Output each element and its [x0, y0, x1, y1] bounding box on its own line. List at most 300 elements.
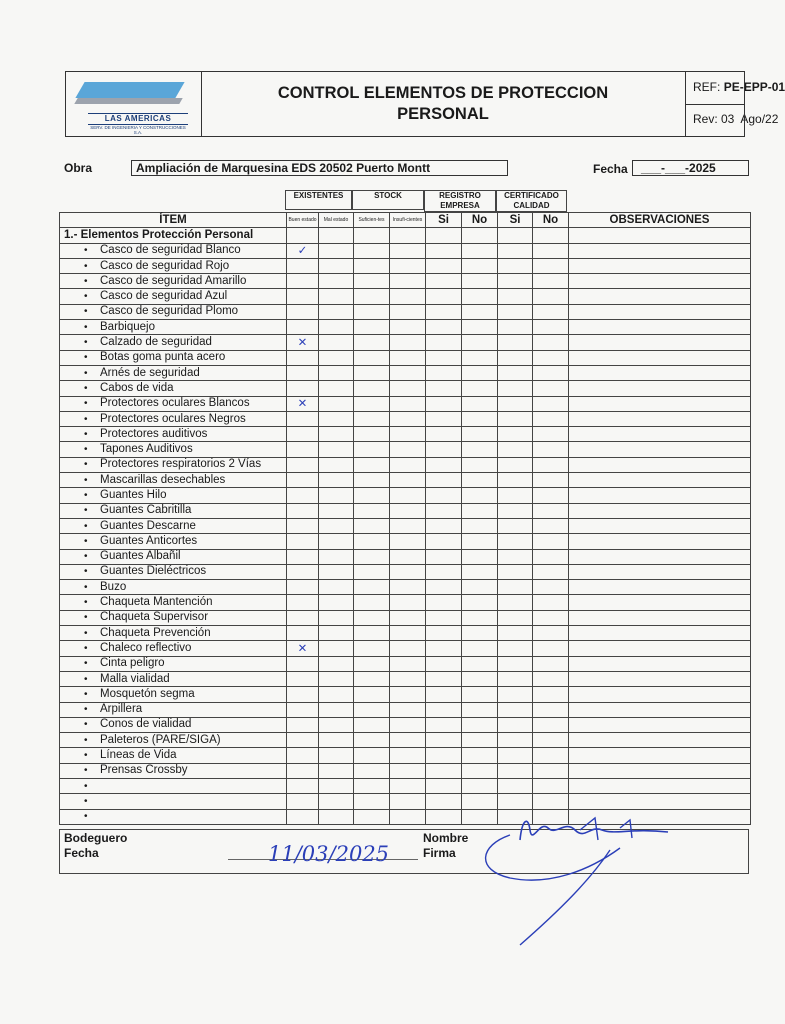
check-cell[interactable]	[426, 717, 462, 732]
check-cell[interactable]	[319, 274, 354, 289]
check-cell[interactable]	[533, 411, 569, 426]
check-cell[interactable]	[390, 503, 426, 518]
check-cell[interactable]	[533, 748, 569, 763]
observaciones-cell[interactable]	[569, 396, 751, 411]
check-cell[interactable]	[390, 304, 426, 319]
check-cell[interactable]	[390, 411, 426, 426]
check-cell[interactable]	[354, 610, 390, 625]
check-cell[interactable]	[498, 549, 533, 564]
check-cell[interactable]	[426, 564, 462, 579]
check-cell[interactable]	[498, 473, 533, 488]
check-cell[interactable]	[498, 641, 533, 656]
buen-estado-cell[interactable]	[287, 595, 319, 610]
buen-estado-cell[interactable]	[287, 274, 319, 289]
observaciones-cell[interactable]	[569, 534, 751, 549]
check-cell[interactable]	[462, 442, 498, 457]
check-cell[interactable]	[498, 564, 533, 579]
check-cell[interactable]	[533, 733, 569, 748]
check-cell[interactable]	[462, 595, 498, 610]
check-cell[interactable]	[390, 656, 426, 671]
check-cell[interactable]	[354, 763, 390, 778]
check-cell[interactable]	[426, 320, 462, 335]
check-cell[interactable]	[354, 274, 390, 289]
check-cell[interactable]	[533, 289, 569, 304]
check-cell[interactable]	[426, 702, 462, 717]
check-cell[interactable]	[462, 626, 498, 641]
check-cell[interactable]	[498, 258, 533, 273]
check-cell[interactable]	[390, 320, 426, 335]
check-cell[interactable]	[319, 320, 354, 335]
check-cell[interactable]	[533, 488, 569, 503]
check-cell[interactable]	[354, 243, 390, 258]
observaciones-cell[interactable]	[569, 748, 751, 763]
check-cell[interactable]	[354, 717, 390, 732]
check-cell[interactable]	[319, 350, 354, 365]
check-cell[interactable]	[498, 365, 533, 380]
buen-estado-cell[interactable]	[287, 442, 319, 457]
observaciones-cell[interactable]	[569, 717, 751, 732]
check-cell[interactable]	[462, 335, 498, 350]
check-cell[interactable]	[498, 427, 533, 442]
check-cell[interactable]	[462, 503, 498, 518]
check-cell[interactable]	[390, 488, 426, 503]
check-cell[interactable]	[426, 534, 462, 549]
check-cell[interactable]	[354, 687, 390, 702]
check-cell[interactable]	[354, 335, 390, 350]
check-cell[interactable]	[498, 503, 533, 518]
check-cell[interactable]	[533, 320, 569, 335]
check-cell[interactable]	[533, 778, 569, 793]
check-cell[interactable]	[426, 274, 462, 289]
check-cell[interactable]	[354, 258, 390, 273]
check-cell[interactable]	[498, 626, 533, 641]
observaciones-cell[interactable]	[569, 549, 751, 564]
check-cell[interactable]	[426, 503, 462, 518]
check-cell[interactable]	[533, 580, 569, 595]
check-cell[interactable]	[390, 717, 426, 732]
check-cell[interactable]	[533, 365, 569, 380]
check-cell[interactable]	[426, 763, 462, 778]
check-cell[interactable]	[498, 350, 533, 365]
check-cell[interactable]	[462, 763, 498, 778]
check-cell[interactable]	[354, 549, 390, 564]
check-cell[interactable]	[462, 518, 498, 533]
check-cell[interactable]	[354, 748, 390, 763]
check-cell[interactable]	[498, 411, 533, 426]
check-cell[interactable]	[390, 687, 426, 702]
check-cell[interactable]	[533, 503, 569, 518]
check-cell[interactable]	[390, 274, 426, 289]
check-cell[interactable]	[319, 258, 354, 273]
observaciones-cell[interactable]	[569, 258, 751, 273]
buen-estado-cell[interactable]	[287, 411, 319, 426]
check-cell[interactable]	[498, 274, 533, 289]
buen-estado-cell[interactable]	[287, 717, 319, 732]
check-cell[interactable]	[319, 763, 354, 778]
check-cell[interactable]	[426, 243, 462, 258]
check-cell[interactable]	[354, 396, 390, 411]
check-cell[interactable]	[426, 687, 462, 702]
buen-estado-cell[interactable]	[287, 457, 319, 472]
buen-estado-cell[interactable]	[287, 427, 319, 442]
observaciones-cell[interactable]	[569, 626, 751, 641]
observaciones-cell[interactable]	[569, 503, 751, 518]
observaciones-cell[interactable]	[569, 564, 751, 579]
check-cell[interactable]	[533, 687, 569, 702]
check-cell[interactable]	[462, 549, 498, 564]
observaciones-cell[interactable]	[569, 763, 751, 778]
check-cell[interactable]	[498, 656, 533, 671]
check-cell[interactable]	[462, 778, 498, 793]
check-cell[interactable]	[354, 304, 390, 319]
check-cell[interactable]	[462, 671, 498, 686]
check-cell[interactable]	[498, 580, 533, 595]
check-cell[interactable]	[533, 564, 569, 579]
check-cell[interactable]	[390, 763, 426, 778]
check-cell[interactable]	[319, 396, 354, 411]
check-cell[interactable]	[354, 671, 390, 686]
check-cell[interactable]	[498, 595, 533, 610]
buen-estado-cell[interactable]	[287, 258, 319, 273]
buen-estado-cell[interactable]	[287, 381, 319, 396]
buen-estado-cell[interactable]: ✓	[287, 243, 319, 258]
check-cell[interactable]	[426, 289, 462, 304]
check-cell[interactable]	[426, 304, 462, 319]
check-cell[interactable]	[498, 687, 533, 702]
buen-estado-cell[interactable]	[287, 534, 319, 549]
check-cell[interactable]	[498, 671, 533, 686]
check-cell[interactable]	[462, 687, 498, 702]
check-cell[interactable]	[319, 580, 354, 595]
check-cell[interactable]	[354, 289, 390, 304]
check-cell[interactable]	[533, 610, 569, 625]
check-cell[interactable]	[462, 473, 498, 488]
check-cell[interactable]	[462, 656, 498, 671]
buen-estado-cell[interactable]	[287, 518, 319, 533]
buen-estado-cell[interactable]	[287, 289, 319, 304]
check-cell[interactable]	[319, 717, 354, 732]
check-cell[interactable]	[390, 473, 426, 488]
check-cell[interactable]	[319, 365, 354, 380]
check-cell[interactable]	[354, 411, 390, 426]
check-cell[interactable]	[390, 809, 426, 824]
check-cell[interactable]	[498, 518, 533, 533]
check-cell[interactable]	[426, 794, 462, 809]
check-cell[interactable]	[426, 778, 462, 793]
observaciones-cell[interactable]	[569, 335, 751, 350]
check-cell[interactable]	[354, 702, 390, 717]
check-cell[interactable]	[498, 381, 533, 396]
check-cell[interactable]	[533, 274, 569, 289]
check-cell[interactable]	[462, 289, 498, 304]
check-cell[interactable]	[426, 733, 462, 748]
fecha-field[interactable]: ___-___-2025	[632, 160, 749, 176]
check-cell[interactable]	[533, 702, 569, 717]
check-cell[interactable]	[390, 610, 426, 625]
check-cell[interactable]	[426, 809, 462, 824]
observaciones-cell[interactable]	[569, 350, 751, 365]
check-cell[interactable]	[462, 534, 498, 549]
check-cell[interactable]	[498, 702, 533, 717]
check-cell[interactable]	[354, 809, 390, 824]
check-cell[interactable]	[319, 702, 354, 717]
check-cell[interactable]	[426, 748, 462, 763]
check-cell[interactable]	[462, 350, 498, 365]
check-cell[interactable]	[533, 717, 569, 732]
check-cell[interactable]	[390, 733, 426, 748]
check-cell[interactable]	[426, 626, 462, 641]
check-cell[interactable]	[426, 396, 462, 411]
check-cell[interactable]	[462, 564, 498, 579]
buen-estado-cell[interactable]	[287, 626, 319, 641]
check-cell[interactable]	[390, 442, 426, 457]
check-cell[interactable]	[390, 518, 426, 533]
check-cell[interactable]	[533, 304, 569, 319]
check-cell[interactable]	[390, 748, 426, 763]
check-cell[interactable]	[390, 626, 426, 641]
observaciones-cell[interactable]	[569, 411, 751, 426]
observaciones-cell[interactable]	[569, 595, 751, 610]
buen-estado-cell[interactable]	[287, 350, 319, 365]
check-cell[interactable]	[390, 595, 426, 610]
check-cell[interactable]	[498, 442, 533, 457]
check-cell[interactable]	[354, 656, 390, 671]
check-cell[interactable]	[354, 641, 390, 656]
check-cell[interactable]	[533, 763, 569, 778]
obra-field[interactable]: Ampliación de Marquesina EDS 20502 Puerto Montt	[131, 160, 508, 176]
check-cell[interactable]	[319, 411, 354, 426]
check-cell[interactable]	[319, 304, 354, 319]
check-cell[interactable]	[498, 396, 533, 411]
check-cell[interactable]	[319, 641, 354, 656]
check-cell[interactable]	[533, 518, 569, 533]
check-cell[interactable]	[426, 473, 462, 488]
check-cell[interactable]	[319, 503, 354, 518]
check-cell[interactable]	[319, 626, 354, 641]
check-cell[interactable]	[426, 580, 462, 595]
check-cell[interactable]	[533, 396, 569, 411]
check-cell[interactable]	[462, 396, 498, 411]
check-cell[interactable]	[354, 442, 390, 457]
buen-estado-cell[interactable]	[287, 473, 319, 488]
check-cell[interactable]	[354, 580, 390, 595]
check-cell[interactable]	[319, 549, 354, 564]
check-cell[interactable]	[498, 534, 533, 549]
check-cell[interactable]	[319, 518, 354, 533]
check-cell[interactable]	[390, 365, 426, 380]
check-cell[interactable]	[462, 702, 498, 717]
check-cell[interactable]	[319, 595, 354, 610]
check-cell[interactable]	[533, 427, 569, 442]
check-cell[interactable]	[390, 381, 426, 396]
observaciones-cell[interactable]	[569, 320, 751, 335]
check-cell[interactable]	[354, 778, 390, 793]
check-cell[interactable]	[426, 381, 462, 396]
check-cell[interactable]	[354, 381, 390, 396]
observaciones-cell[interactable]	[569, 656, 751, 671]
check-cell[interactable]	[319, 427, 354, 442]
observaciones-cell[interactable]	[569, 304, 751, 319]
check-cell[interactable]	[462, 365, 498, 380]
check-cell[interactable]	[390, 641, 426, 656]
check-cell[interactable]	[426, 365, 462, 380]
check-cell[interactable]	[354, 595, 390, 610]
check-cell[interactable]	[354, 794, 390, 809]
check-cell[interactable]	[319, 243, 354, 258]
check-cell[interactable]	[426, 549, 462, 564]
check-cell[interactable]	[426, 335, 462, 350]
buen-estado-cell[interactable]: ✕	[287, 335, 319, 350]
check-cell[interactable]	[319, 564, 354, 579]
buen-estado-cell[interactable]	[287, 809, 319, 824]
buen-estado-cell[interactable]	[287, 687, 319, 702]
check-cell[interactable]	[354, 427, 390, 442]
check-cell[interactable]	[462, 488, 498, 503]
check-cell[interactable]	[390, 335, 426, 350]
check-cell[interactable]	[390, 794, 426, 809]
check-cell[interactable]	[533, 641, 569, 656]
check-cell[interactable]	[354, 503, 390, 518]
check-cell[interactable]	[426, 258, 462, 273]
check-cell[interactable]	[390, 534, 426, 549]
check-cell[interactable]	[319, 748, 354, 763]
check-cell[interactable]	[462, 717, 498, 732]
observaciones-cell[interactable]	[569, 243, 751, 258]
check-cell[interactable]	[426, 442, 462, 457]
buen-estado-cell[interactable]	[287, 671, 319, 686]
check-cell[interactable]	[462, 580, 498, 595]
check-cell[interactable]	[354, 350, 390, 365]
check-cell[interactable]	[354, 534, 390, 549]
check-cell[interactable]	[533, 656, 569, 671]
check-cell[interactable]	[498, 610, 533, 625]
check-cell[interactable]	[533, 473, 569, 488]
buen-estado-cell[interactable]	[287, 503, 319, 518]
check-cell[interactable]	[390, 243, 426, 258]
check-cell[interactable]	[319, 534, 354, 549]
check-cell[interactable]	[426, 427, 462, 442]
check-cell[interactable]	[533, 457, 569, 472]
observaciones-cell[interactable]	[569, 687, 751, 702]
observaciones-cell[interactable]	[569, 488, 751, 503]
check-cell[interactable]	[319, 335, 354, 350]
check-cell[interactable]	[426, 350, 462, 365]
check-cell[interactable]	[354, 488, 390, 503]
check-cell[interactable]	[390, 396, 426, 411]
observaciones-cell[interactable]	[569, 778, 751, 793]
check-cell[interactable]	[319, 289, 354, 304]
buen-estado-cell[interactable]	[287, 564, 319, 579]
observaciones-cell[interactable]	[569, 641, 751, 656]
observaciones-cell[interactable]	[569, 365, 751, 380]
check-cell[interactable]	[319, 671, 354, 686]
check-cell[interactable]	[319, 488, 354, 503]
check-cell[interactable]	[354, 457, 390, 472]
check-cell[interactable]	[462, 427, 498, 442]
check-cell[interactable]	[498, 289, 533, 304]
check-cell[interactable]	[533, 671, 569, 686]
check-cell[interactable]	[390, 289, 426, 304]
check-cell[interactable]	[426, 671, 462, 686]
check-cell[interactable]	[319, 687, 354, 702]
check-cell[interactable]	[426, 518, 462, 533]
check-cell[interactable]	[426, 488, 462, 503]
observaciones-cell[interactable]	[569, 733, 751, 748]
check-cell[interactable]	[426, 656, 462, 671]
check-cell[interactable]	[390, 580, 426, 595]
check-cell[interactable]	[390, 258, 426, 273]
check-cell[interactable]	[354, 518, 390, 533]
buen-estado-cell[interactable]	[287, 794, 319, 809]
buen-estado-cell[interactable]	[287, 656, 319, 671]
check-cell[interactable]	[319, 809, 354, 824]
buen-estado-cell[interactable]	[287, 733, 319, 748]
check-cell[interactable]	[426, 457, 462, 472]
check-cell[interactable]	[533, 335, 569, 350]
buen-estado-cell[interactable]	[287, 580, 319, 595]
buen-estado-cell[interactable]	[287, 702, 319, 717]
check-cell[interactable]	[533, 258, 569, 273]
observaciones-cell[interactable]	[569, 274, 751, 289]
check-cell[interactable]	[390, 778, 426, 793]
observaciones-cell[interactable]	[569, 473, 751, 488]
buen-estado-cell[interactable]	[287, 610, 319, 625]
check-cell[interactable]	[498, 763, 533, 778]
check-cell[interactable]	[319, 778, 354, 793]
check-cell[interactable]	[390, 350, 426, 365]
check-cell[interactable]	[319, 442, 354, 457]
check-cell[interactable]	[462, 320, 498, 335]
check-cell[interactable]	[533, 626, 569, 641]
buen-estado-cell[interactable]	[287, 748, 319, 763]
check-cell[interactable]	[498, 778, 533, 793]
observaciones-cell[interactable]	[569, 289, 751, 304]
check-cell[interactable]	[390, 427, 426, 442]
observaciones-cell[interactable]	[569, 702, 751, 717]
check-cell[interactable]	[319, 733, 354, 748]
buen-estado-cell[interactable]: ✕	[287, 641, 319, 656]
check-cell[interactable]	[426, 411, 462, 426]
check-cell[interactable]	[354, 473, 390, 488]
check-cell[interactable]	[462, 641, 498, 656]
check-cell[interactable]	[498, 717, 533, 732]
check-cell[interactable]	[462, 258, 498, 273]
buen-estado-cell[interactable]	[287, 763, 319, 778]
observaciones-cell[interactable]	[569, 427, 751, 442]
buen-estado-cell[interactable]	[287, 304, 319, 319]
check-cell[interactable]	[462, 381, 498, 396]
check-cell[interactable]	[319, 381, 354, 396]
check-cell[interactable]	[390, 702, 426, 717]
check-cell[interactable]	[533, 442, 569, 457]
check-cell[interactable]	[498, 457, 533, 472]
check-cell[interactable]	[462, 411, 498, 426]
check-cell[interactable]	[462, 457, 498, 472]
check-cell[interactable]	[319, 457, 354, 472]
observaciones-cell[interactable]	[569, 381, 751, 396]
check-cell[interactable]	[462, 274, 498, 289]
check-cell[interactable]	[426, 641, 462, 656]
check-cell[interactable]	[462, 243, 498, 258]
buen-estado-cell[interactable]: ✕	[287, 396, 319, 411]
check-cell[interactable]	[498, 243, 533, 258]
observaciones-cell[interactable]	[569, 671, 751, 686]
check-cell[interactable]	[498, 320, 533, 335]
check-cell[interactable]	[533, 350, 569, 365]
check-cell[interactable]	[462, 733, 498, 748]
check-cell[interactable]	[426, 610, 462, 625]
observaciones-cell[interactable]	[569, 457, 751, 472]
